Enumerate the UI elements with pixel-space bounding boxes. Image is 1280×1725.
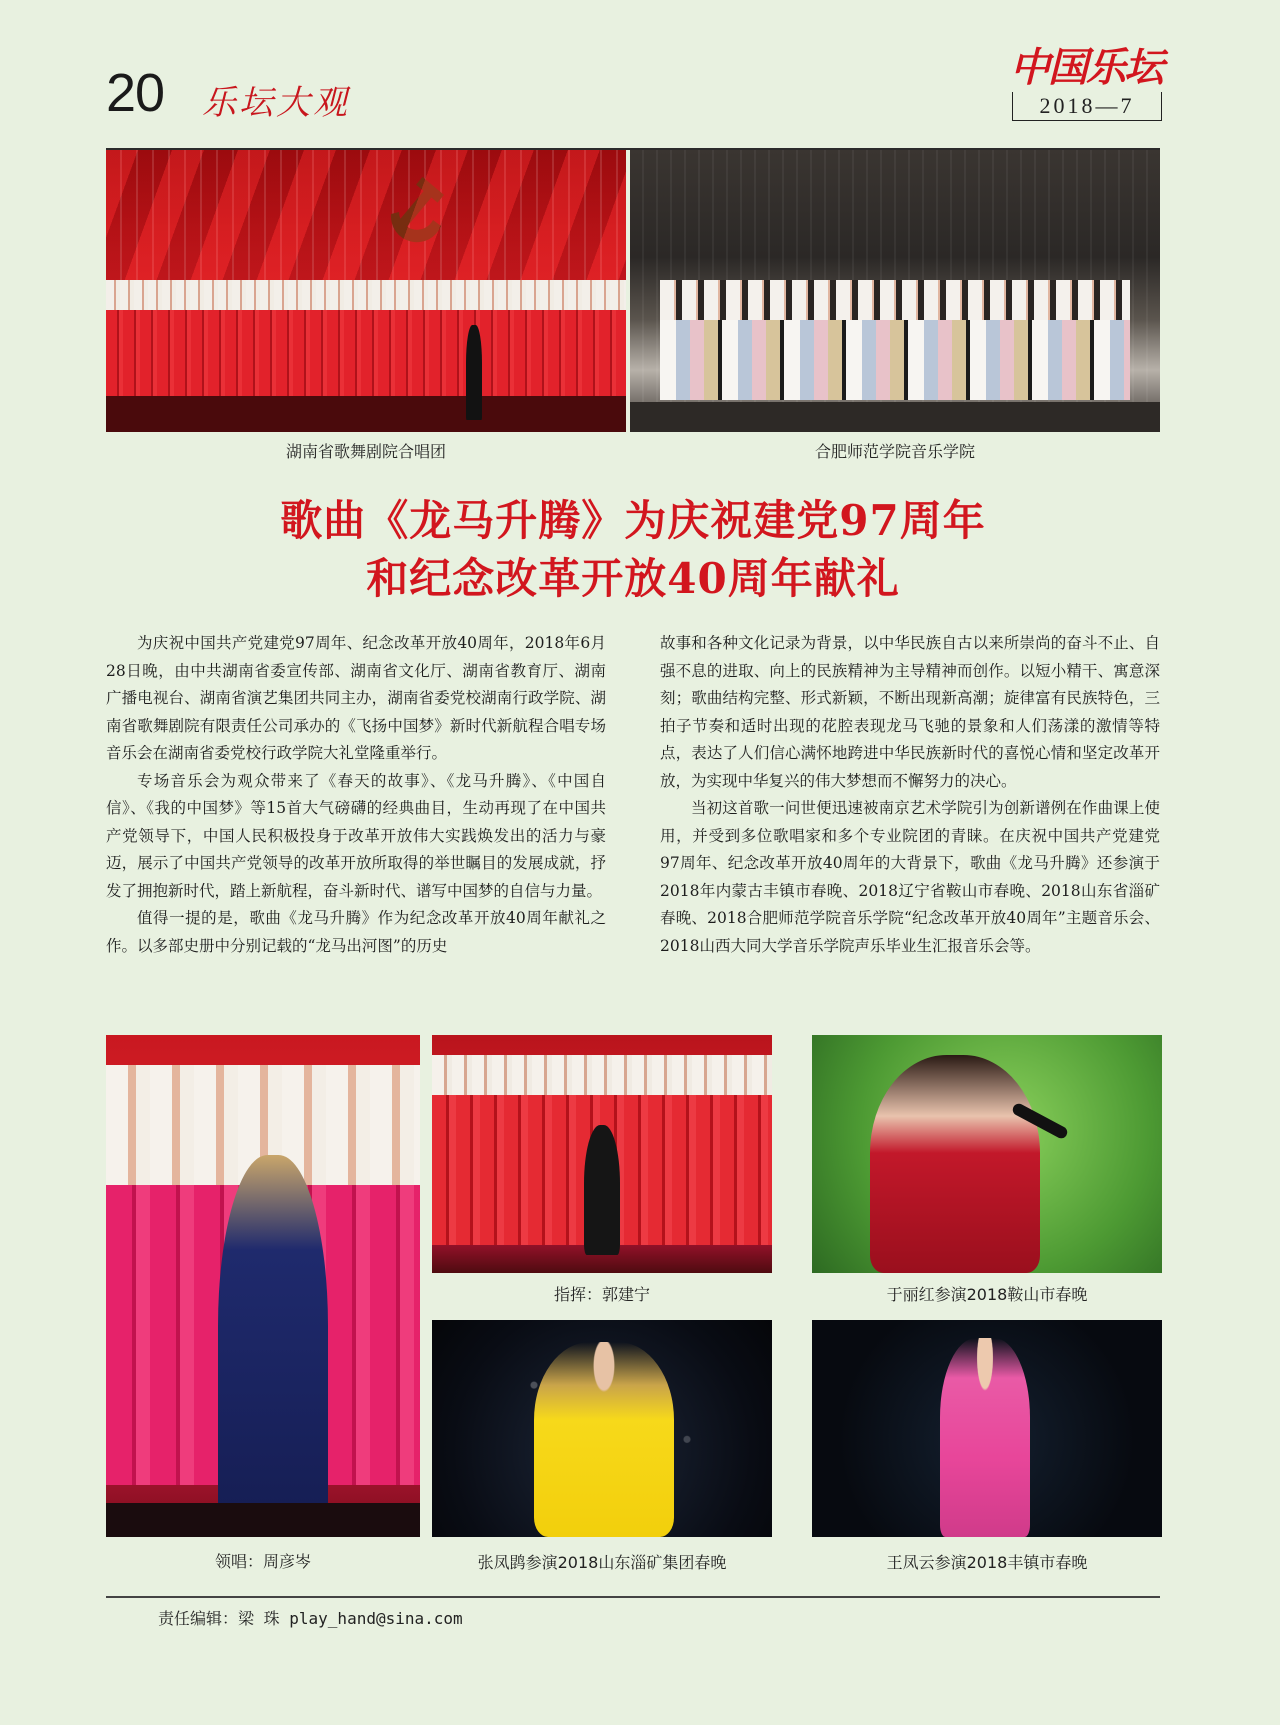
photo-conductor	[432, 1035, 772, 1273]
photo-wang-fengyun	[812, 1320, 1162, 1537]
photo-zhang-fengkun	[432, 1320, 772, 1537]
magazine-logo	[1010, 44, 1162, 121]
paragraph: 值得一提的是，歌曲《龙马升腾》作为纪念改革开放40周年献礼之作。以多部史册中分别记载的“龙马出河图”的历史	[106, 909, 606, 955]
photo-hefei-college	[630, 150, 1160, 432]
article-title	[106, 492, 1160, 608]
paragraph: 为庆祝中国共产党建党97周年、纪念改革开放40周年，2018年6月28日晚，由中共湖南省委宣传部、湖南省文化厅、湖南省教育厅、湖南广播电视台、湖南省演艺集团共同主办，湖南省委党校湖南行政学院、湖南省歌舞剧院有限责任公司承办的《飞扬中国梦》新时代新航程合唱专场音乐会在湖南省委党校行政学院大礼堂隆重举行。	[106, 634, 606, 762]
caption-conductor: 指挥：郭建宁	[553, 1285, 650, 1304]
article-column-left	[106, 630, 606, 960]
paragraph: 当初这首歌一问世便迅速被南京艺术学院引为创新谱例在作曲课上使用，并受到多位歌唱家和多个专业院团的青睐。在庆祝中国共产党建党97周年、纪念改革开放40周年的大背景下，歌曲《龙马升腾》还参演于2018年内蒙古丰镇市春晚、2018辽宁省鞍山市春晚、2018山东省淄矿春晚、2018合肥师范学院音乐学院“纪念改革开放40周年”主题音乐会、2018山西大同大学音乐学院声乐毕业生汇报音乐会等。	[660, 799, 1160, 955]
footer-divider	[106, 1596, 1160, 1598]
caption-wang-fengyun: 王凤云参演2018丰镇市春晚	[886, 1553, 1088, 1572]
caption-yu-lihong: 于丽红参演2018鞍山市春晚	[886, 1285, 1088, 1304]
article-column-right	[660, 630, 1160, 960]
caption-lead-singer: 领唱：周彦岑	[214, 1552, 311, 1571]
photo-hunan-choir	[106, 150, 626, 432]
article-title-line2: 和纪念改革开放40周年献礼	[366, 554, 900, 603]
caption-zhang-fengkun: 张凤鹍参演2018山东淄矿集团春晚	[477, 1553, 727, 1572]
photo-yu-lihong	[812, 1035, 1162, 1273]
section-title: 乐坛大观	[202, 83, 350, 123]
page-number: 20	[106, 63, 165, 123]
magazine-name: 中国乐坛	[1010, 44, 1162, 91]
paragraph: 故事和各种文化记录为背景，以中华民族自古以来所崇尚的奋斗不止、自强不息的进取、向上的民族精神为主导精神而创作。以短小精干、寓意深刻；歌曲结构完整、形式新颖，不断出现新高潮；旋律富有民族特色，三拍子节奏和适时出现的花腔表现龙马飞驰的景象和人们荡漾的激情等特点，表达了人们信心满怀地跨进中华民族新时代的喜悦心情和坚定改革开放，为实现中华复兴的伟大梦想而不懈努力的决心。	[660, 634, 1160, 790]
caption-hefei-college: 合肥师范学院音乐学院	[814, 442, 975, 461]
photo-lead-singer	[106, 1035, 420, 1537]
editor-credit: 责任编辑：梁 珠 play_hand@sina.com	[158, 1609, 463, 1628]
caption-hunan-choir: 湖南省歌舞剧院合唱团	[285, 442, 446, 461]
issue-label: 2018—7	[1012, 92, 1162, 121]
article-title-line1: 歌曲《龙马升腾》为庆祝建党97周年	[280, 496, 986, 545]
paragraph: 专场音乐会为观众带来了《春天的故事》、《龙马升腾》、《中国自信》、《我的中国梦》等15首大气磅礴的经典曲目，生动再现了在中国共产党领导下，中国人民积极投身于改革开放伟大实践焕发出的活力与豪迈，展示了中国共产党领导的改革开放所取得的举世瞩目的发展成就，抒发了拥抱新时代，踏上新航程，奋斗新时代、谱写中国梦的自信与力量。	[106, 771, 606, 900]
